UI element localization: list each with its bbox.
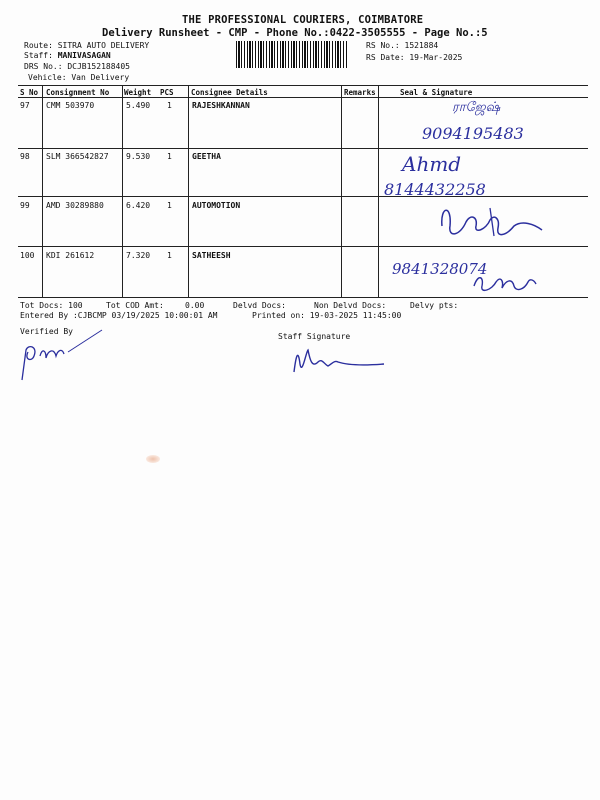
rs-date: RS Date: 19-Mar-2025	[366, 53, 463, 62]
cell-sno: 99	[20, 201, 30, 210]
staff-signature-label: Staff Signature	[278, 332, 351, 341]
col-header-signature: Seal & Signature	[400, 88, 473, 97]
col-divider	[188, 85, 189, 297]
cell-weight: 9.530	[126, 152, 151, 161]
cell-consignee: SATHEESH	[192, 251, 231, 260]
total-cod-value: 0.00	[185, 301, 205, 310]
cell-consignment: AMD 30289880	[46, 201, 104, 210]
col-divider	[122, 85, 123, 297]
verified-signature	[16, 322, 106, 384]
cell-sno: 97	[20, 101, 30, 110]
cell-sno: 100	[20, 251, 35, 260]
non-delivered-docs: Non Delvd Docs:	[314, 301, 387, 310]
table-header-border	[18, 97, 588, 98]
table-bottom-border	[18, 297, 588, 298]
cell-consignment: KDI 261612	[46, 251, 95, 260]
handwritten-phone: 9841328074	[392, 260, 488, 278]
handwritten-name: ராஜேஷ்	[452, 100, 501, 115]
cell-consignment: SLM 366542827	[46, 152, 109, 161]
cell-consignee: GEETHA	[192, 152, 221, 161]
rs-number: RS No.: 1521884	[366, 41, 439, 50]
route: Route: SITRA AUTO DELIVERY	[24, 41, 150, 50]
verified-by-label: Verified By	[20, 327, 73, 336]
cell-sno: 98	[20, 152, 30, 161]
drs-number: DRS No.: DCJB152188405	[24, 62, 130, 71]
col-header-pcs: PCS	[160, 88, 174, 97]
cell-weight: 5.490	[126, 101, 151, 110]
col-divider	[42, 85, 43, 297]
handwritten-phone: 8144432258	[384, 180, 486, 199]
col-header-remarks: Remarks	[344, 88, 376, 97]
company-title: THE PROFESSIONAL COURIERS, COIMBATORE	[182, 14, 424, 26]
col-header-consignment: Consignment No	[46, 88, 110, 97]
cell-pcs: 1	[167, 152, 172, 161]
total-cod-label: Tot COD Amt:	[106, 301, 164, 310]
cell-weight: 6.420	[126, 201, 151, 210]
staff	[24, 51, 111, 60]
cell-consignee: RAJESHKANNAN	[192, 101, 250, 110]
staff-signature	[288, 342, 388, 378]
vehicle: Vehicle: Van Delivery	[28, 73, 130, 82]
cell-pcs: 1	[167, 201, 172, 210]
col-divider	[341, 85, 342, 297]
col-header-sno: S No	[20, 88, 39, 97]
handwritten-name: Ahmd	[402, 152, 462, 176]
row-divider	[18, 246, 588, 247]
printed-on: Printed on: 19-03-2025 11:45:00	[252, 311, 402, 320]
row-divider	[18, 148, 588, 149]
cell-consignment: CMM 503970	[46, 101, 95, 110]
cell-pcs: 1	[167, 101, 172, 110]
col-header-consignee: Consignee Details	[191, 88, 268, 97]
staff-name: MANIVASAGAN	[57, 51, 111, 60]
delivered-docs: Delvd Docs:	[233, 301, 286, 310]
cell-weight: 7.320	[126, 251, 151, 260]
total-docs: Tot Docs: 100	[20, 301, 83, 310]
stain-mark	[146, 455, 160, 463]
runsheet-subtitle: Delivery Runsheet - CMP - Phone No.:0422-3505555 - Page No.:5	[102, 27, 488, 39]
signature-scribble	[470, 268, 540, 296]
cell-consignee: AUTOMOTION	[192, 201, 241, 210]
handwritten-phone: 9094195483	[422, 124, 524, 143]
col-header-weight: Weight	[124, 88, 152, 97]
table-top-border	[18, 85, 588, 86]
delivery-points: Delvy pts:	[410, 301, 459, 310]
signature-scribble	[430, 196, 550, 244]
staff-label: Staff:	[24, 51, 53, 60]
entered-by: Entered By :CJBCMP 03/19/2025 10:00:01 AM	[20, 311, 218, 320]
cell-pcs: 1	[167, 251, 172, 260]
col-divider	[378, 85, 379, 297]
barcode	[236, 41, 348, 68]
